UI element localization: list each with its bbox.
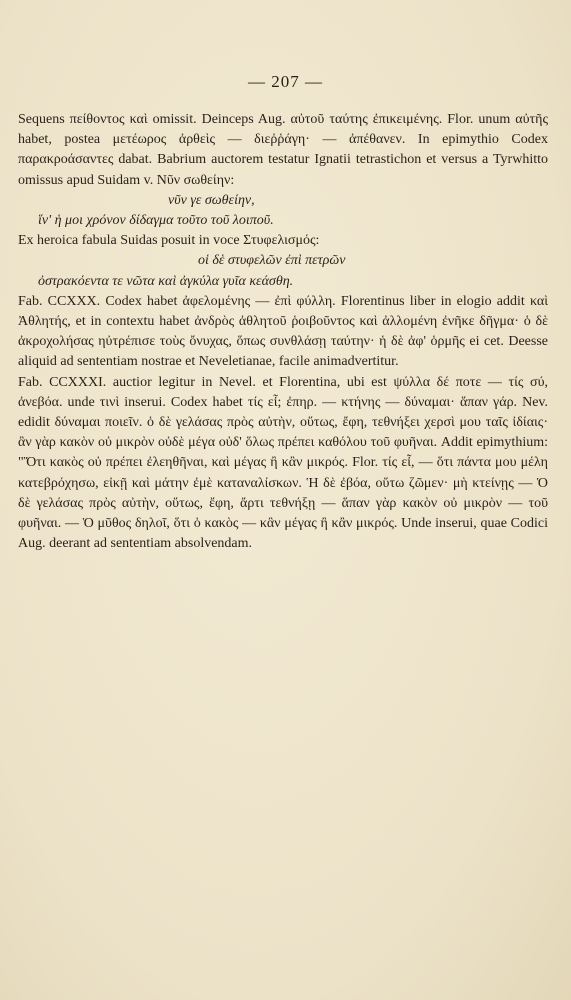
verse-1-line-2: ἵν' ἡ μοι χρόνον δίδαγμα τοῦτο τοῦ λοιποῦ. xyxy=(38,213,274,229)
verse-1-line-1: νῦν γε σωθείην, xyxy=(168,192,255,208)
page-body xyxy=(18,110,548,554)
verse-2-line-2: ὀστρακόεντα τε νῶτα καὶ ἀγκύλα γυῖα κεάσθη. xyxy=(38,273,294,289)
page-number: — 207 — xyxy=(248,72,323,91)
paragraph-4: Fab. CCXXXI. auctior legitur in Nevel. et Florentina, ubi est ψύλλα δέ ποτε — τίς σύ, ἀνεβόα. unde τινὶ inserui. Codex habet τίς εἶ; ἐπηρ. — κτήνης — δύναμαι· ἅπαν γάρ. Nev. edidit δύναμαι ποιεῖν. ὁ δὲ γελάσας πρὸς αὐτὴν, οὕτως, ἔφη, τεθνήξει χερσὶ μου ταῖς ἰδίαις· ἂν γὰρ κακὸν οὐ μικρὸν οὐδὲ μέγα οὐδ' ὅλως πρέπει καθόλου τοῦ φυῆναι. Addit epimythium: "Ὅτι κακὸς οὐ πρέπει ἐλεηθῆναι, καὶ μέγας ἢ κἂν μικρός. Flor. τίς εἶ, — ὅτι πάντα μου μέλη κατεβρόχησω, εἰκῇ καὶ μάτην ἐμὲ καταναλίσκων. Ἡ δὲ ἐβόα, οὕτω ζῶμεν· μὴ κτείνῃς — Ὁ δὲ γελάσας πρὸς αὐτὴν, οὕτως, ἔφη, ἄρτι τεθνήξῃ — ἅπαν γὰρ κακὸν οὐ μικρὸν — τοῦ φυῆναι. — Ὁ μῦθος δηλοῖ, ὅτι ὁ κακὸς — κἂν μέγας ἢ κἂν μικρός. Unde inserui, quae Codici Aug. deerant ad sententiam absolvendam. xyxy=(18,374,548,552)
paragraph-1: Sequens πείθοντος καὶ omissit. Deinceps Aug. αὐτοῦ ταύτης ἐπικειμένης. Flor. unum αὐτῆς habet, postea μετέωρος ἀρθεὶς — διεῤῥάγη· — ἀπέθανεν. In epimythio Codex παρακροάσαντες dabat. Babrium auctorem testatur Ignatii tetrastichon et versus a Tyrwhitto omissus apud Suidam v. Νῦν σωθείην: xyxy=(18,112,548,188)
verse-2-line-1: οἱ δὲ στυφελῶν ἐπὶ πετρῶν xyxy=(198,253,346,269)
paragraph-2: Ex heroica fabula Suidas posuit in voce Στυφελισμός: xyxy=(18,233,320,249)
paragraph-3: Fab. CCXXX. Codex habet ἀφελομένης — ἐπὶ φύλλη. Florentinus liber in elogio addit καὶ Ἀθλητής, et in contextu habet ἀνδρὸς ἀθλητοῦ ῥοιβοῦντος καὶ ἀλλομένη ἐνῆκε δῆγμα· ὁ δὲ ἀκροχολήσας ηὐτρέπισε τοὺς ὄνυχας, ὅπως συνθλάσῃ ταύτην· ἡ δὲ ἀφ' ὁρμῆς ei cet. Deesse aliquid ad sententiam nostrae et Neveletianae, facile animadvertitur. xyxy=(18,293,548,370)
